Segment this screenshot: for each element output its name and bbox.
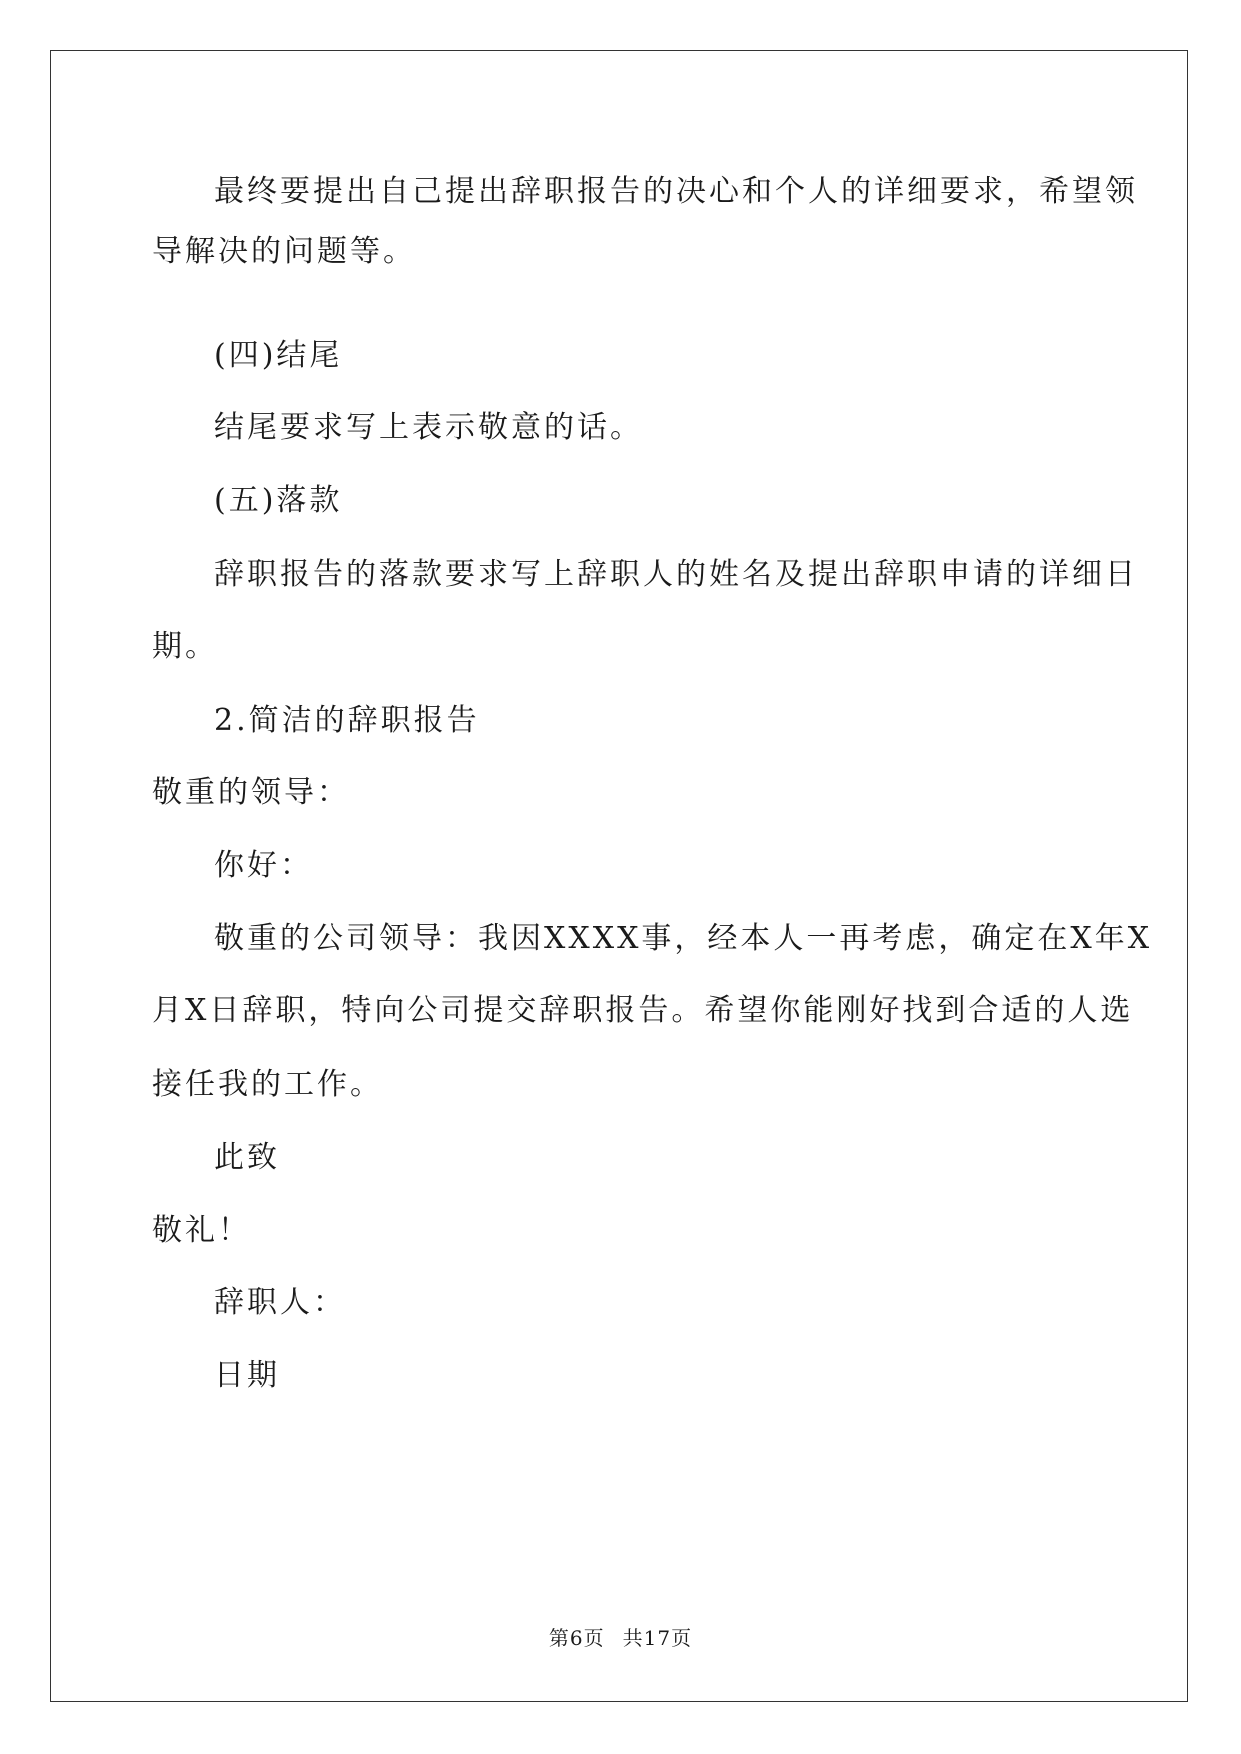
- resigner-label: 辞职人：: [214, 1285, 346, 1320]
- closing-line-1: 此致: [214, 1140, 280, 1175]
- greeting: 你好：: [214, 848, 313, 883]
- letter-line-1: 敬重的公司领导：我因XXXX事，经本人一再考虑，确定在X年X: [214, 921, 1153, 956]
- subsection-title: 2.简洁的辞职报告: [214, 703, 480, 738]
- section-heading-signature: (五)落款: [214, 483, 343, 518]
- page-footer: [0, 1625, 1241, 1651]
- page-number: 第6页: [548, 1626, 605, 1650]
- body-line-1: 最终要提出自己提出辞职报告的决心和个人的详细要求，希望领: [214, 174, 1138, 209]
- closing-line-2: 敬礼！: [152, 1213, 251, 1248]
- section-heading-ending: (四)结尾: [214, 338, 343, 373]
- body-line-2: 导解决的问题等。: [152, 234, 416, 269]
- body-line-signature-1: 辞职报告的落款要求写上辞职人的姓名及提出辞职申请的详细日: [214, 557, 1138, 592]
- letter-line-2: 月X日辞职，特向公司提交辞职报告。希望你能刚好找到合适的人选: [152, 993, 1134, 1028]
- letter-line-3: 接任我的工作。: [152, 1067, 383, 1102]
- date-label: 日期: [214, 1358, 280, 1393]
- body-line-ending: 结尾要求写上表示敬意的话。: [214, 410, 643, 445]
- body-line-signature-2: 期。: [152, 629, 218, 664]
- salutation: 敬重的领导：: [152, 775, 350, 810]
- page-total: 共17页: [622, 1626, 693, 1650]
